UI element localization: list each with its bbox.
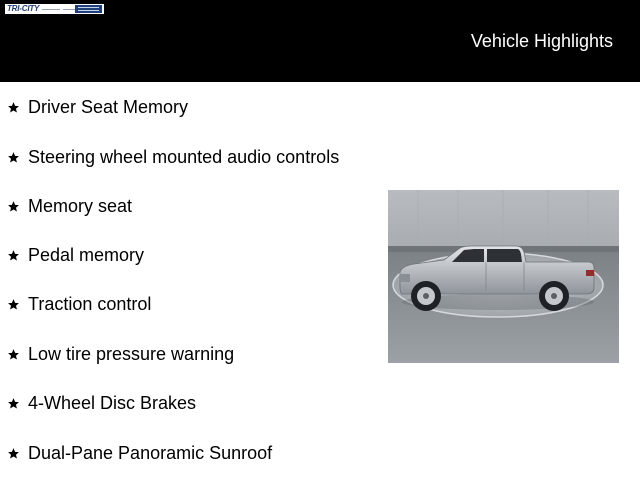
star-icon bbox=[7, 151, 20, 164]
list-item bbox=[7, 393, 196, 413]
list-item bbox=[7, 196, 132, 216]
truck-illustration bbox=[388, 190, 619, 363]
feature-label: 4-Wheel Disc Brakes bbox=[28, 393, 197, 413]
vehicle-photo[interactable] bbox=[388, 190, 619, 363]
page-title: Vehicle Highlights bbox=[470, 31, 613, 51]
star-icon bbox=[7, 298, 20, 311]
star-icon bbox=[7, 200, 20, 213]
feature-label: Driver Seat Memory bbox=[28, 97, 189, 117]
feature-label: Dual-Pane Panoramic Sunroof bbox=[28, 443, 273, 463]
list-item bbox=[7, 294, 151, 314]
dealer-logo[interactable] bbox=[5, 4, 104, 14]
star-icon bbox=[7, 101, 20, 114]
feature-label: Pedal memory bbox=[28, 245, 145, 265]
list-item bbox=[7, 245, 144, 265]
list-item bbox=[7, 147, 339, 167]
logo-badge bbox=[75, 5, 102, 13]
star-icon bbox=[7, 249, 20, 262]
list-item bbox=[7, 344, 234, 364]
feature-label: Traction control bbox=[28, 294, 152, 314]
list-item bbox=[7, 97, 188, 117]
header-bar bbox=[0, 0, 640, 82]
dealer-logo-text: TRI-CITY bbox=[7, 4, 40, 13]
feature-label: Low tire pressure warning bbox=[28, 344, 235, 364]
feature-label: Memory seat bbox=[28, 196, 133, 216]
feature-label: Steering wheel mounted audio controls bbox=[28, 147, 340, 167]
logo-divider bbox=[63, 9, 75, 10]
star-icon bbox=[7, 348, 20, 361]
star-icon bbox=[7, 397, 20, 410]
logo-divider bbox=[42, 9, 60, 10]
list-item bbox=[7, 443, 272, 463]
star-icon bbox=[7, 447, 20, 460]
